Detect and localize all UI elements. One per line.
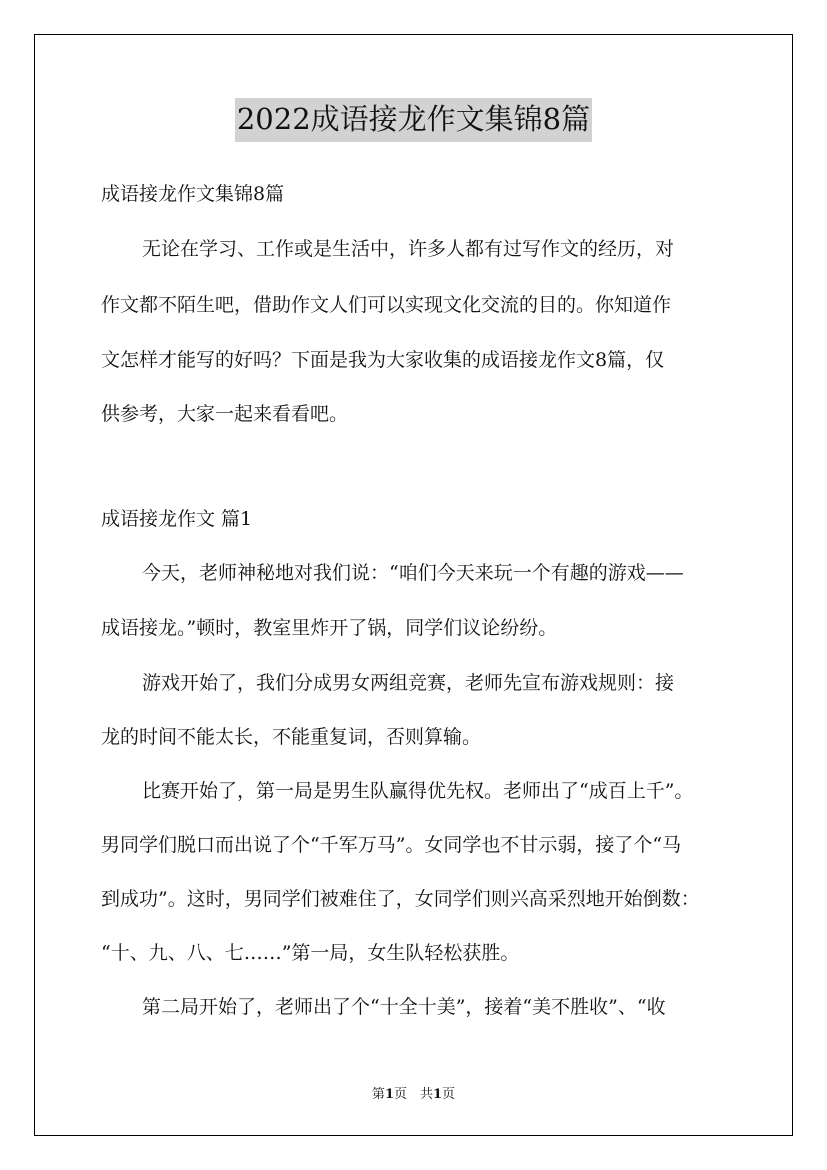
body-line: 今天，老师神秘地对我们说：“咱们今天来玩一个有趣的游戏——: [142, 562, 684, 584]
body-line: 游戏开始了，我们分成男女两组竞赛，老师先宣布游戏规则：接: [142, 672, 675, 694]
document-title: 2022成语接龙作文集锦8篇: [235, 98, 592, 142]
section-heading: 成语接龙作文 篇1: [101, 508, 253, 530]
body-line: 第二局开始了，老师出了个“十全十美”，接着“美不胜收”、“收: [142, 996, 666, 1018]
title-container: [0, 98, 827, 142]
body-line: 龙的时间不能太长，不能重复词，否则算输。: [101, 726, 482, 748]
intro-line: 供参考，大家一起来看看吧。: [101, 403, 349, 425]
footer-suffix: 页: [442, 1087, 456, 1102]
document-subtitle: 成语接龙作文集锦8篇: [101, 183, 285, 205]
body-line: 到成功”。这时，男同学们被难住了，女同学们则兴高采烈地开始倒数：: [101, 888, 700, 910]
footer-total-pages: 1: [433, 1087, 443, 1102]
body-line: 男同学们脱口而出说了个“千军万马”。女同学也不甘示弱，接了个“马: [101, 834, 682, 856]
body-line: 成语接龙。”顿时，教室里炸开了锅，同学们议论纷纷。: [101, 617, 558, 639]
intro-line: 作文都不陌生吧，借助作文人们可以实现文化交流的目的。你知道作: [101, 294, 672, 316]
footer-middle: 页 共: [393, 1087, 433, 1102]
intro-line: 文怎样才能写的好吗？下面是我为大家收集的成语接龙作文8篇，仅: [101, 349, 665, 371]
intro-line: 无论在学习、工作或是生活中，许多人都有过写作文的经历，对: [142, 238, 675, 260]
footer-prefix: 第: [371, 1087, 385, 1102]
body-line: “十、九、八、七……”第一局，女生队轻松获胜。: [101, 942, 520, 964]
page-footer: [0, 1083, 827, 1102]
body-line: 比赛开始了，第一局是男生队赢得优先权。老师出了“成百上千”。: [142, 780, 694, 802]
footer-page-number: 1: [384, 1087, 394, 1102]
